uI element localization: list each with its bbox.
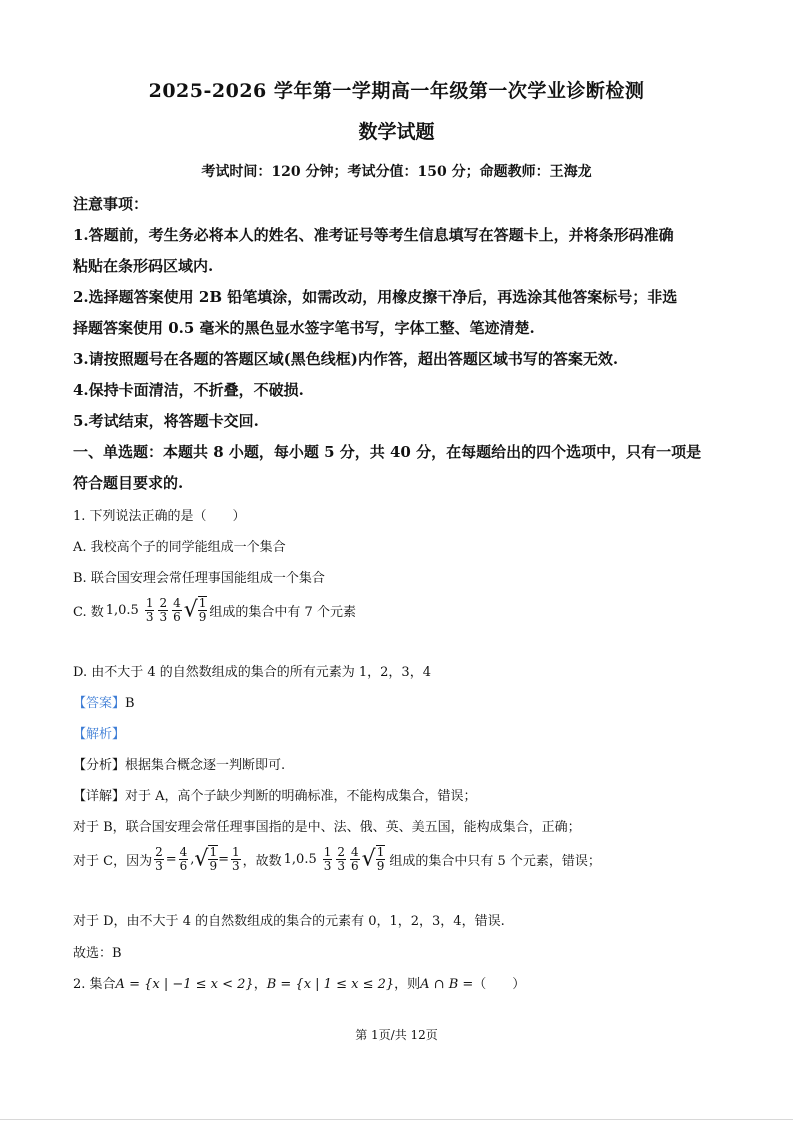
q2-set-a: A = {x | −1 ≤ x < 2} bbox=[115, 977, 254, 992]
fraction-one-third-3: $\frac{1}{3}$ bbox=[323, 844, 332, 873]
choose-line: 故选：B bbox=[73, 946, 122, 961]
note-2-line-1: 2.选择题答案使用 2B 铅笔填涂，如需改动，用橡皮擦干净后，再选涂其他答案标号；非选 bbox=[73, 288, 678, 306]
fraction-one-third: $\frac{1}{3}$ bbox=[145, 595, 154, 624]
q2-prefix: 2. 集合 bbox=[73, 977, 116, 992]
note-3: 3.请按照题号在各题的答题区域(黑色线框)内作答，超出答题区域书写的答案无效. bbox=[73, 350, 619, 368]
section-1-line-1: 一、单选题：本题共 8 小题，每小题 5 分，共 40 分，在每题给出的四个选项中，只有一项是 bbox=[73, 443, 702, 461]
detail-c-suffix: 组成的集合中只有 5 个元素，错误； bbox=[389, 853, 601, 869]
sqrt-one-ninth-2: √ $\frac{1}{9}$ bbox=[194, 845, 218, 873]
section-1-line-2: 符合题目要求的. bbox=[73, 474, 184, 492]
sqrt-one-ninth: √ $\frac{1}{9}$ bbox=[183, 596, 207, 624]
q1-option-b: B. 联合国安理会常任理事国能组成一个集合 bbox=[73, 571, 325, 586]
notes-heading: 注意事项： bbox=[73, 195, 149, 213]
q2-expression: A ∩ B = bbox=[420, 977, 474, 992]
fraction-two-thirds: $\frac{2}{3}$ bbox=[159, 595, 168, 624]
analysis-tag: 【解析】 bbox=[73, 727, 126, 742]
exam-title: 2025-2026 学年第一学期高一年级第一次学业诊断检测 bbox=[148, 80, 645, 102]
q1-option-d: D. 由不大于 4 的自然数组成的集合的所有元素为 1，2，3，4 bbox=[73, 665, 431, 680]
fraction-four-sixths-3: $\frac{4}{6}$ bbox=[351, 844, 359, 873]
q1-option-c-numbers: 1,0.5 bbox=[105, 602, 139, 618]
page-footer: 第 1页/共 12页 bbox=[355, 1028, 438, 1042]
bottom-divider bbox=[0, 1119, 793, 1120]
answer-tag: 【答案】 bbox=[73, 696, 126, 711]
q2-paren: （ ） bbox=[473, 977, 526, 992]
q2-stem: 2. 集合A = {x | −1 ≤ x < 2}，B = {x | 1 ≤ x ≤ 2}，则A ∩ B =（ ） bbox=[73, 977, 526, 992]
detail-c-mid: ，故数 bbox=[242, 853, 282, 869]
fraction-two-thirds-2: $\frac{2}{3}$ bbox=[155, 844, 163, 873]
answer-line bbox=[73, 692, 135, 711]
q1-option-a: A. 我校高个子的同学能组成一个集合 bbox=[73, 540, 286, 555]
fraction-four-sixths: $\frac{4}{6}$ bbox=[173, 595, 181, 624]
detail-c-numbers: 1,0.5 bbox=[283, 851, 317, 867]
q1-option-c-prefix: C. 数 bbox=[73, 604, 104, 620]
q1-option-c bbox=[73, 596, 356, 624]
q2-set-b: B = {x | 1 ≤ x ≤ 2} bbox=[266, 977, 395, 992]
sqrt-one-ninth-3: √ $\frac{1}{9}$ bbox=[361, 845, 385, 873]
fraction-one-third-2: $\frac{1}{3}$ bbox=[232, 844, 240, 873]
fraction-four-sixths-2: $\frac{4}{6}$ bbox=[179, 844, 188, 873]
note-4: 4.保持卡面清洁，不折叠，不破损. bbox=[73, 381, 304, 399]
note-1-line-2: 粘贴在条形码区域内. bbox=[73, 257, 214, 275]
note-1-line-1: 1.答题前，考生务必将本人的姓名、准考证号等考生信息填写在答题卡上，并将条形码准确 bbox=[73, 226, 674, 244]
detail-option-d: 对于 D，由不大于 4 的自然数组成的集合的元素有 0，1，2，3，4，错误. bbox=[73, 914, 505, 929]
detail-option-a: 【详解】对于 A，高个子缺少判断的明确标准，不能构成集合，错误； bbox=[73, 789, 477, 804]
answer-value: B bbox=[125, 696, 135, 711]
note-5: 5.考试结束，将答题卡交回. bbox=[73, 412, 259, 430]
detail-option-c: 对于 C，因为 $\frac{2}{3}$ = $\frac{4}{6}$ , √ $\frac{1}{9}$ = $\frac{1}{3}$ ，故数 1,0.5 $\frac{1}{3}$ $\frac{2}{3}$ $\frac{4}{6}$ √ $\frac{1}{9}$ 组成的集合中只有 5 个元素，错误； bbox=[73, 844, 601, 873]
q1-stem: 1. 下列说法正确的是（ ） bbox=[73, 509, 246, 524]
detail-option-b: 对于 B，联合国安理会常任理事国指的是中、法、俄、英、美五国，能构成集合，正确； bbox=[73, 820, 581, 835]
exam-info: 考试时间：120 分钟；考试分值：150 分；命题教师：王海龙 bbox=[201, 164, 592, 180]
detail-c-prefix: 对于 C，因为 bbox=[73, 853, 153, 869]
q1-option-c-suffix: 组成的集合中有 7 个元素 bbox=[209, 604, 356, 620]
note-2-line-2: 择题答案使用 0.5 毫米的黑色显水签字笔书写，字体工整、笔迹清楚. bbox=[73, 319, 535, 337]
fraction-two-thirds-3: $\frac{2}{3}$ bbox=[337, 844, 346, 873]
analysis-summary: 【分析】根据集合概念逐一判断即可. bbox=[73, 758, 286, 773]
subject-title: 数学试题 bbox=[358, 121, 435, 143]
